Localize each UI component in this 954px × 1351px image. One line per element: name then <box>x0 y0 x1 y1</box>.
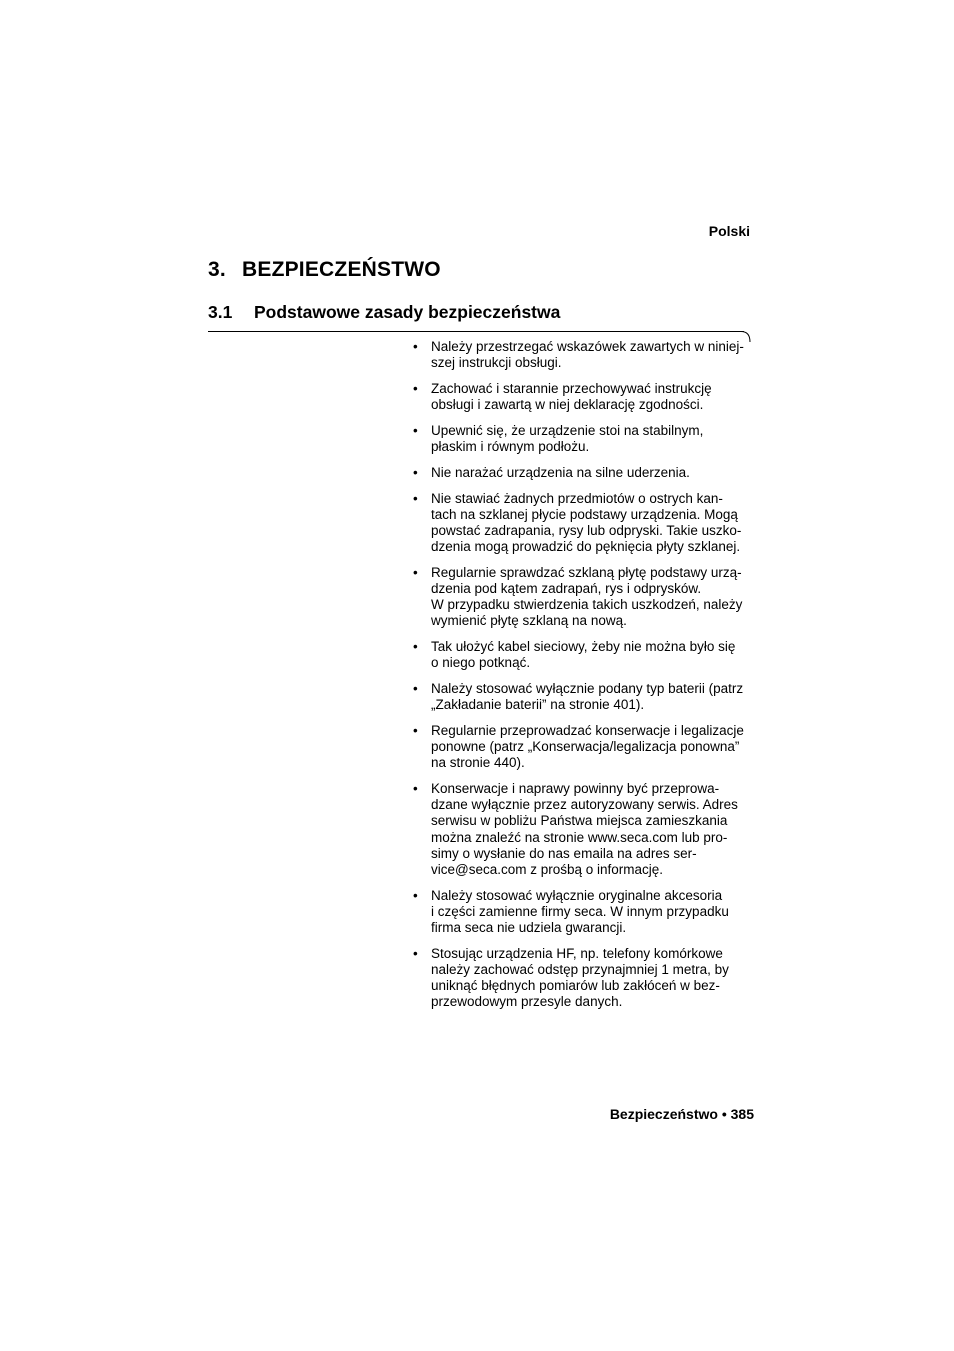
bullet-dot: • <box>413 723 418 739</box>
bullet-dot: • <box>413 380 418 396</box>
list-item-line: przewodowym przesyle danych. <box>431 993 623 1009</box>
list-item <box>413 339 758 371</box>
list-item-line: „Zakładanie baterii” na stronie 401). <box>431 697 645 713</box>
list-item-line: Zachować i starannie przechowywać instrukcję <box>431 380 712 396</box>
list-item-line: Stosując urządzenia HF, np. telefony komórkowe <box>431 945 723 961</box>
list-item-line: dzenia pod kątem zadrapań, rys i odprysków. <box>431 581 702 597</box>
bullet-dot: • <box>413 781 418 797</box>
list-item-line: vice@seca.com z prośbą o informację. <box>431 861 664 877</box>
list-item-line: Upewnić się, że urządzenie stoi na stabilnym, <box>431 422 704 438</box>
chapter-number: 3. <box>208 258 226 281</box>
list-item-line: Nie stawiać żadnych przedmiotów o ostrych kan- <box>431 490 723 506</box>
bullet-dot: • <box>413 639 418 655</box>
list-item-line: wymienić płytę szklaną na nową. <box>431 613 627 629</box>
language-label: Polski <box>708 223 750 239</box>
list-item <box>413 381 758 413</box>
list-item-line: Tak ułożyć kabel sieciowy, żeby nie można było się <box>431 639 736 655</box>
list-item-line: o niego potknąć. <box>431 655 531 671</box>
list-item <box>413 491 758 555</box>
list-item-line: płaskim i równym podłożu. <box>431 439 590 455</box>
list-item <box>413 639 758 671</box>
list-item-line: można znaleźć na stronie www.seca.com lub pro- <box>431 829 728 845</box>
list-item <box>413 781 758 878</box>
bullet-dot: • <box>413 945 418 961</box>
list-item-line: Należy przestrzegać wskazówek zawartych w niniej- <box>431 339 744 354</box>
bullet-dot: • <box>413 464 418 480</box>
list-item-line: Należy stosować wyłącznie podany typ baterii (patrz <box>431 681 744 697</box>
list-item-line: dzenia mogą prowadzić do pęknięcia płyty szklanej. <box>431 539 741 555</box>
list-item-line: Nie narażać urządzenia na silne uderzenia. <box>431 464 690 480</box>
list-item-line: ponowne (patrz „Konserwacja/legalizacja ponowna” <box>431 739 740 755</box>
chapter-title-text: BEZPIECZEŃSTWO <box>242 258 441 281</box>
list-item-line: simy o wysłanie do nas emaila na adres ser- <box>431 845 697 861</box>
list-item <box>413 565 758 629</box>
list-item <box>413 946 758 1010</box>
list-item-line: W przypadku stwierdzenia takich uszkodzeń, należy <box>431 597 743 613</box>
list-item-line: serwisu w pobliżu Państwa miejsca zamieszkania <box>431 813 728 829</box>
bullet-dot: • <box>413 565 418 581</box>
safety-rules-list <box>413 339 758 1020</box>
list-item <box>413 723 758 771</box>
page-footer: Bezpieczeństwo • 385 <box>609 1106 754 1122</box>
list-item-line: Konserwacje i naprawy powinny być przeprowa- <box>431 781 720 797</box>
bullet-dot: • <box>413 681 418 697</box>
chapter-title <box>208 258 441 282</box>
section-divider <box>208 331 744 332</box>
list-item-line: firma seca nie udziela gwarancji. <box>431 919 627 935</box>
list-item-line: uniknąć błędnych pomiarów lub zakłóceń w bez- <box>431 977 720 993</box>
list-item-line: szej instrukcji obsługi. <box>431 355 562 371</box>
list-item-line: obsługi i zawartą w niej deklarację zgodności. <box>431 397 704 413</box>
section-title-text: Podstawowe zasady bezpieczeństwa <box>254 302 561 322</box>
list-item-line: Należy stosować wyłącznie oryginalne akcesoria <box>431 887 723 903</box>
list-item-line: powstać zadrapania, rysy lub odpryski. Takie uszko- <box>431 523 742 539</box>
list-item-line: Regularnie sprawdzać szklaną płytę podstawy urzą- <box>431 565 742 581</box>
list-item <box>413 465 758 481</box>
bullet-dot: • <box>413 339 418 354</box>
list-item-line: dzane wyłącznie przez autoryzowany serwis. Adres <box>431 797 738 813</box>
bullet-dot: • <box>413 887 418 903</box>
list-item <box>413 423 758 455</box>
list-item-line: tach na szklanej płycie podstawy urządzenia. Mogą <box>431 506 738 522</box>
list-item-line: i części zamienne firmy seca. W innym przypadku <box>431 903 729 919</box>
bullet-dot: • <box>413 422 418 438</box>
list-item-line: Regularnie przeprowadzać konserwacje i legalizacje <box>431 723 744 739</box>
list-item-line: na stronie 440). <box>431 755 525 771</box>
list-item-line: należy zachować odstęp przynajmniej 1 metra, by <box>431 961 729 977</box>
section-number: 3.1 <box>208 302 233 322</box>
list-item <box>413 888 758 936</box>
list-item <box>413 681 758 713</box>
bullet-dot: • <box>413 490 418 506</box>
section-title <box>208 302 560 323</box>
